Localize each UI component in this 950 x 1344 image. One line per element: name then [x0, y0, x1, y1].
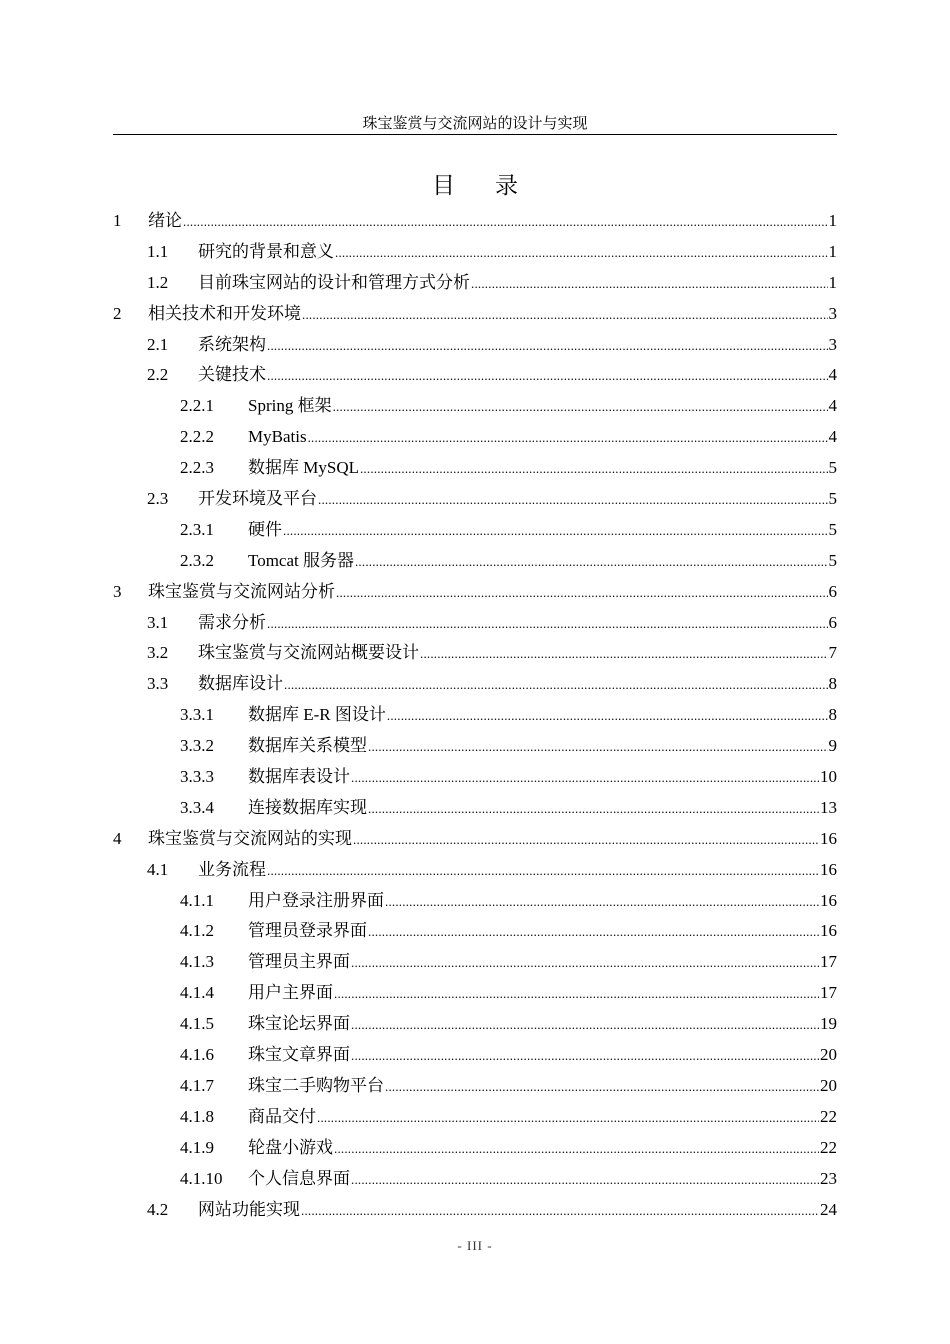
toc-entry-title: 珠宝二手购物平台 [248, 1075, 384, 1095]
toc-entry-page: 5 [828, 458, 837, 478]
toc-entry-number: 2.2 [147, 365, 169, 385]
toc-entry-number: 3 [113, 581, 122, 601]
toc-entry-4-1-4[interactable] [113, 978, 837, 1009]
toc-entry-number: 3.3.3 [180, 767, 214, 787]
toc-entry-page: 22 [820, 1106, 837, 1126]
toc-entry-4-1-10[interactable] [113, 1164, 837, 1195]
toc-entry-4-1-6[interactable] [113, 1040, 837, 1071]
toc-entry-number: 2.3.2 [180, 550, 214, 570]
toc-entry-number: 3.1 [147, 612, 169, 632]
toc-dot-leader [308, 423, 828, 454]
toc-entry-3-2[interactable] [113, 638, 837, 669]
toc-entry-number: 2.2.2 [180, 427, 214, 447]
toc-entry-1-1[interactable] [113, 237, 837, 268]
toc-title: 目录 [432, 173, 558, 198]
toc-entry-page: 23 [820, 1168, 837, 1188]
toc-entry-number: 4.1.5 [180, 1014, 214, 1034]
toc-entry-number: 2.2.3 [180, 458, 214, 478]
toc-entry-3[interactable] [113, 577, 837, 608]
toc-entry-title: 网站功能实现 [198, 1199, 300, 1219]
toc-entry-page: 4 [828, 427, 837, 447]
toc-entry-number: 4.1.4 [180, 983, 214, 1003]
page-number: - III - [457, 1238, 493, 1253]
toc-entry-number: 3.2 [147, 643, 169, 663]
toc-entry-page: 7 [828, 643, 837, 663]
toc-dot-leader [368, 732, 828, 763]
toc-entry-title: 珠宝论坛界面 [248, 1014, 350, 1034]
toc-dot-leader [284, 670, 828, 701]
toc-entry-title: 用户登录注册界面 [248, 890, 384, 910]
toc-dot-leader [385, 1072, 819, 1103]
toc-dot-leader [471, 269, 828, 300]
toc-entry-4-1-3[interactable] [113, 947, 837, 978]
toc-entry-3-1[interactable] [113, 608, 837, 639]
toc-entry-title: 珠宝鉴赏与交流网站的实现 [148, 828, 352, 848]
toc-dot-leader [387, 701, 828, 732]
toc-entry-2-1[interactable] [113, 330, 837, 361]
toc-entry-number: 4.1.1 [180, 890, 214, 910]
toc-entry-2-2-3[interactable] [113, 453, 837, 484]
toc-entry-number: 4 [113, 828, 122, 848]
toc-entry-page: 16 [820, 859, 837, 879]
toc-entry-page: 19 [820, 1014, 837, 1034]
toc-dot-leader [355, 547, 828, 578]
toc-entry-title: 相关技术和开发环境 [148, 303, 301, 323]
toc-entry-title: 目前珠宝网站的设计和管理方式分析 [198, 272, 470, 292]
toc-entry-page: 20 [820, 1045, 837, 1065]
toc-dot-leader [317, 1103, 819, 1134]
toc-dot-leader [353, 825, 819, 856]
toc-dot-leader [267, 361, 828, 392]
toc-entry-page: 5 [828, 519, 837, 539]
toc-entry-page: 5 [828, 550, 837, 570]
toc-entry-4-1-9[interactable] [113, 1133, 837, 1164]
toc-entry-number: 1.1 [147, 241, 169, 261]
toc-dot-leader [302, 300, 828, 331]
toc-entry-3-3-1[interactable] [113, 700, 837, 731]
toc-entry-4-1[interactable] [113, 855, 837, 886]
toc-dot-leader [335, 238, 828, 269]
toc-entry-title: 管理员主界面 [248, 952, 350, 972]
toc-entry-title: 管理员登录界面 [248, 921, 367, 941]
toc-entry-title: 珠宝鉴赏与交流网站概要设计 [198, 643, 419, 663]
toc-dot-leader [351, 1041, 819, 1072]
toc-entry-title: 关键技术 [198, 365, 266, 385]
table-of-contents [113, 206, 837, 1225]
toc-entry-3-3-2[interactable] [113, 731, 837, 762]
toc-entry-3-3-4[interactable] [113, 793, 837, 824]
toc-entry-number: 4.1.6 [180, 1045, 214, 1065]
toc-entry-number: 1 [113, 211, 122, 230]
toc-entry-title: 数据库关系模型 [248, 736, 367, 756]
toc-entry-title: 系统架构 [198, 334, 266, 354]
toc-entry-number: 4.2 [147, 1199, 169, 1219]
toc-entry-4[interactable] [113, 824, 837, 855]
toc-entry-title: 个人信息界面 [248, 1168, 350, 1188]
toc-entry-page: 6 [828, 581, 837, 601]
toc-dot-leader [267, 609, 828, 640]
toc-entry-1[interactable] [113, 206, 837, 237]
toc-entry-2-3-2[interactable] [113, 546, 837, 577]
toc-dot-leader [351, 1165, 819, 1196]
toc-entry-4-1-1[interactable] [113, 886, 837, 917]
toc-entry-title: 用户主界面 [248, 983, 333, 1003]
toc-entry-title: 数据库 E-R 图设计 [248, 705, 386, 725]
toc-entry-4-1-8[interactable] [113, 1102, 837, 1133]
toc-entry-2-2-1[interactable] [113, 391, 837, 422]
toc-entry-title: 需求分析 [198, 612, 266, 632]
toc-entry-title: 数据库设计 [198, 674, 283, 694]
toc-entry-number: 2 [113, 303, 122, 323]
toc-entry-number: 4.1.3 [180, 952, 214, 972]
toc-entry-number: 2.3 [147, 489, 169, 509]
toc-entry-4-1-2[interactable] [113, 916, 837, 947]
toc-entry-title: Tomcat 服务器 [248, 550, 354, 570]
toc-entry-number: 4.1.7 [180, 1075, 214, 1095]
toc-entry-page: 4 [828, 396, 837, 416]
toc-entry-page: 10 [820, 767, 837, 787]
toc-entry-page: 1 [828, 241, 837, 261]
toc-dot-leader [351, 948, 819, 979]
toc-dot-leader [336, 578, 828, 609]
toc-entry-page: 17 [820, 983, 837, 1003]
toc-entry-page: 3 [828, 303, 837, 323]
toc-entry-3-3[interactable] [113, 669, 837, 700]
toc-dot-leader [267, 856, 819, 887]
toc-entry-number: 3.3.1 [180, 705, 214, 725]
toc-entry-page: 1 [828, 211, 837, 230]
toc-entry-page: 16 [820, 890, 837, 910]
toc-entry-title: 数据库表设计 [248, 767, 350, 787]
toc-entry-title: MyBatis [248, 427, 307, 447]
toc-entry-page: 16 [820, 921, 837, 941]
toc-entry-title: 业务流程 [198, 859, 266, 879]
toc-dot-leader [351, 763, 819, 794]
toc-entry-page: 3 [828, 334, 837, 354]
toc-dot-leader [283, 516, 828, 547]
toc-entry-number: 4.1 [147, 859, 169, 879]
toc-entry-title: 连接数据库实现 [248, 797, 367, 817]
toc-entry-number: 2.2.1 [180, 396, 214, 416]
toc-dot-leader [301, 1196, 819, 1227]
toc-entry-title: Spring 框架 [248, 396, 332, 416]
toc-entry-page: 16 [820, 828, 837, 848]
toc-entry-3-3-3[interactable] [113, 762, 837, 793]
toc-dot-leader [334, 1134, 819, 1165]
toc-entry-page: 24 [820, 1199, 837, 1219]
toc-entry-2-2[interactable] [113, 360, 837, 391]
toc-entry-number: 3.3 [147, 674, 169, 694]
toc-entry-number: 2.3.1 [180, 519, 214, 539]
toc-entry-number: 4.1.2 [180, 921, 214, 941]
toc-dot-leader [368, 917, 819, 948]
toc-entry-page: 8 [828, 674, 837, 694]
toc-entry-title: 研究的背景和意义 [198, 241, 334, 261]
toc-entry-title: 绪论 [148, 211, 182, 230]
toc-dot-leader [333, 392, 828, 423]
toc-entry-number: 1.2 [147, 272, 169, 292]
toc-entry-title: 开发环境及平台 [198, 489, 317, 509]
toc-entry-1-2[interactable] [113, 268, 837, 299]
toc-dot-leader [420, 639, 828, 670]
toc-entry-title: 商品交付 [248, 1106, 316, 1126]
toc-dot-leader [360, 454, 828, 485]
toc-entry-number: 3.3.2 [180, 736, 214, 756]
toc-entry-page: 13 [820, 797, 837, 817]
toc-dot-leader [385, 887, 819, 918]
toc-entry-2-2-2[interactable] [113, 422, 837, 453]
toc-entry-title: 珠宝鉴赏与交流网站分析 [148, 581, 335, 601]
toc-entry-page: 9 [828, 736, 837, 756]
toc-entry-4-2[interactable] [113, 1195, 837, 1226]
toc-dot-leader [183, 207, 828, 238]
toc-entry-4-1-7[interactable] [113, 1071, 837, 1102]
toc-dot-leader [334, 979, 819, 1010]
running-header: 珠宝鉴赏与交流网站的设计与实现 [113, 114, 837, 135]
toc-entry-title: 轮盘小游戏 [248, 1137, 333, 1157]
toc-entry-number: 4.1.8 [180, 1106, 214, 1126]
toc-dot-leader [267, 331, 828, 362]
toc-entry-2-3[interactable] [113, 484, 837, 515]
toc-dot-leader [351, 1010, 819, 1041]
toc-entry-page: 17 [820, 952, 837, 972]
toc-entry-title: 硬件 [248, 519, 282, 539]
toc-entry-number: 3.3.4 [180, 797, 214, 817]
toc-entry-page: 20 [820, 1075, 837, 1095]
toc-entry-number: 4.1.10 [180, 1168, 223, 1188]
toc-entry-page: 22 [820, 1137, 837, 1157]
toc-dot-leader [368, 794, 819, 825]
toc-entry-page: 8 [828, 705, 837, 725]
toc-entry-number: 2.1 [147, 334, 169, 354]
toc-entry-number: 4.1.9 [180, 1137, 214, 1157]
toc-entry-page: 6 [828, 612, 837, 632]
toc-entry-page: 4 [828, 365, 837, 385]
toc-entry-2-3-1[interactable] [113, 515, 837, 546]
toc-entry-page: 1 [828, 272, 837, 292]
toc-entry-4-1-5[interactable] [113, 1009, 837, 1040]
toc-entry-2[interactable] [113, 299, 837, 330]
toc-dot-leader [318, 485, 828, 516]
toc-entry-page: 5 [828, 489, 837, 509]
toc-entry-title: 珠宝文章界面 [248, 1045, 350, 1065]
toc-entry-title: 数据库 MySQL [248, 458, 359, 478]
